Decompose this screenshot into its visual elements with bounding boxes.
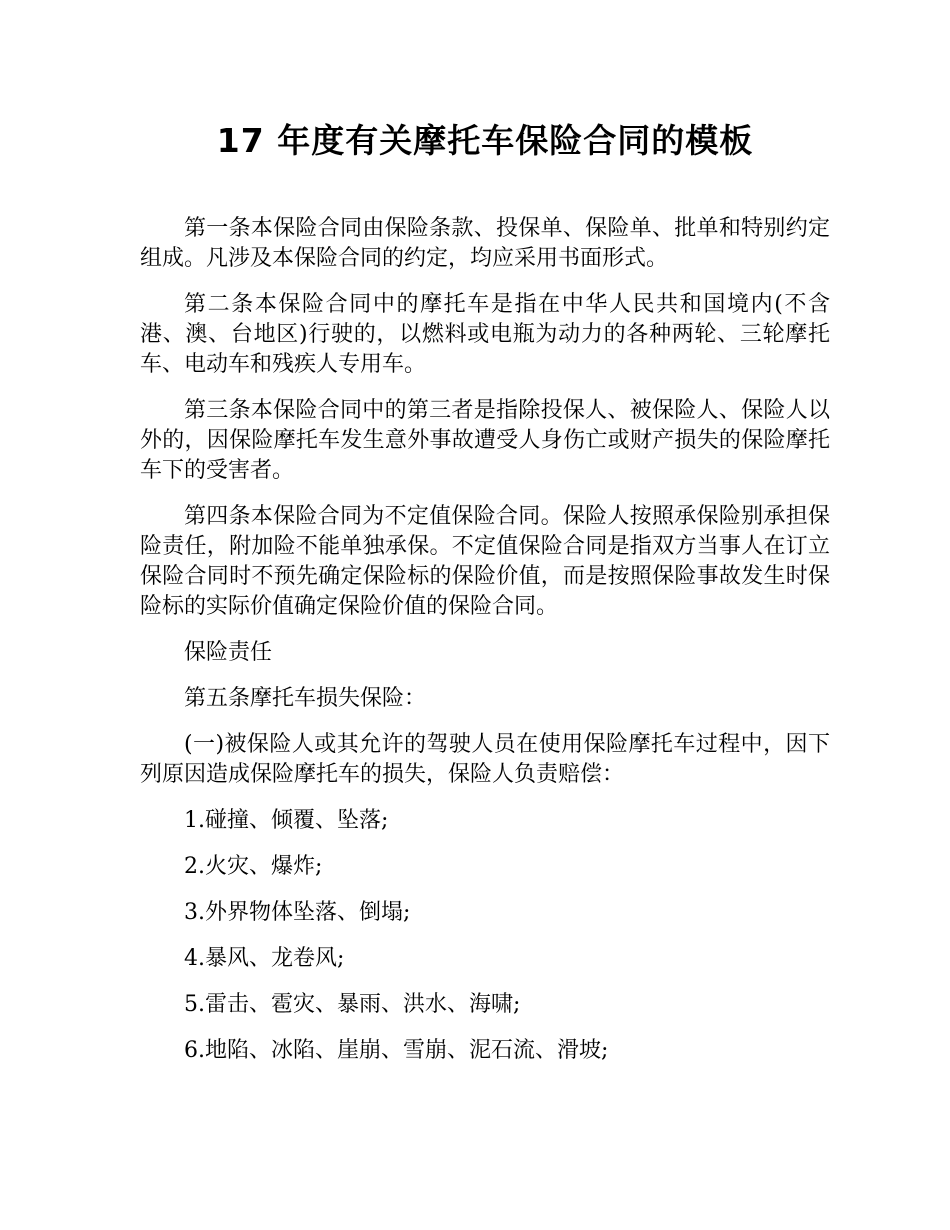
article-3-paragraph: 第三条本保险合同中的第三者是指除投保人、被保险人、保险人以外的，因保险摩托车发生意外事故遭受人身伤亡或财产损失的保险摩托车下的受害者。	[140, 398, 830, 483]
document-title: 17 年度有关摩托车保险合同的模板	[216, 121, 754, 160]
list-item-2: 2.火灾、爆炸;	[184, 854, 323, 879]
clause-1-paragraph: (一)被保险人或其允许的驾驶人员在使用保险摩托车过程中，因下列原因造成保险摩托车的损失，保险人负责赔偿：	[140, 732, 830, 787]
list-item-1: 1.碰撞、倾覆、坠落;	[184, 808, 389, 833]
list-item-3: 3.外界物体坠落、倒塌;	[184, 900, 411, 925]
article-5-paragraph: 第五条摩托车损失保险：	[184, 686, 427, 711]
article-1-paragraph: 第一条本保险合同由保险条款、投保单、保险单、批单和特别约定组成。凡涉及本保险合同的约定，均应采用书面形式。	[140, 216, 830, 271]
article-4-paragraph: 第四条本保险合同为不定值保险合同。保险人按照承保险别承担保险责任，附加险不能单独承保。不定值保险合同是指双方当事人在订立保险合同时不预先确定保险标的保险价值，而是按照保险事故发生时保险标的实际价值确定保险价值的保险合同。	[140, 504, 830, 619]
article-2-paragraph: 第二条本保险合同中的摩托车是指在中华人民共和国境内(不含港、澳、台地区)行驶的，以燃料或电瓶为动力的各种两轮、三轮摩托车、电动车和残疾人专用车。	[140, 292, 830, 377]
section-heading-liability: 保险责任	[184, 640, 273, 665]
list-item-6: 6.地陷、冰陷、崖崩、雪崩、泥石流、滑坡;	[184, 1038, 609, 1063]
list-item-4: 4.暴风、龙卷风;	[184, 946, 345, 971]
list-item-5: 5.雷击、雹灾、暴雨、洪水、海啸;	[184, 992, 521, 1017]
